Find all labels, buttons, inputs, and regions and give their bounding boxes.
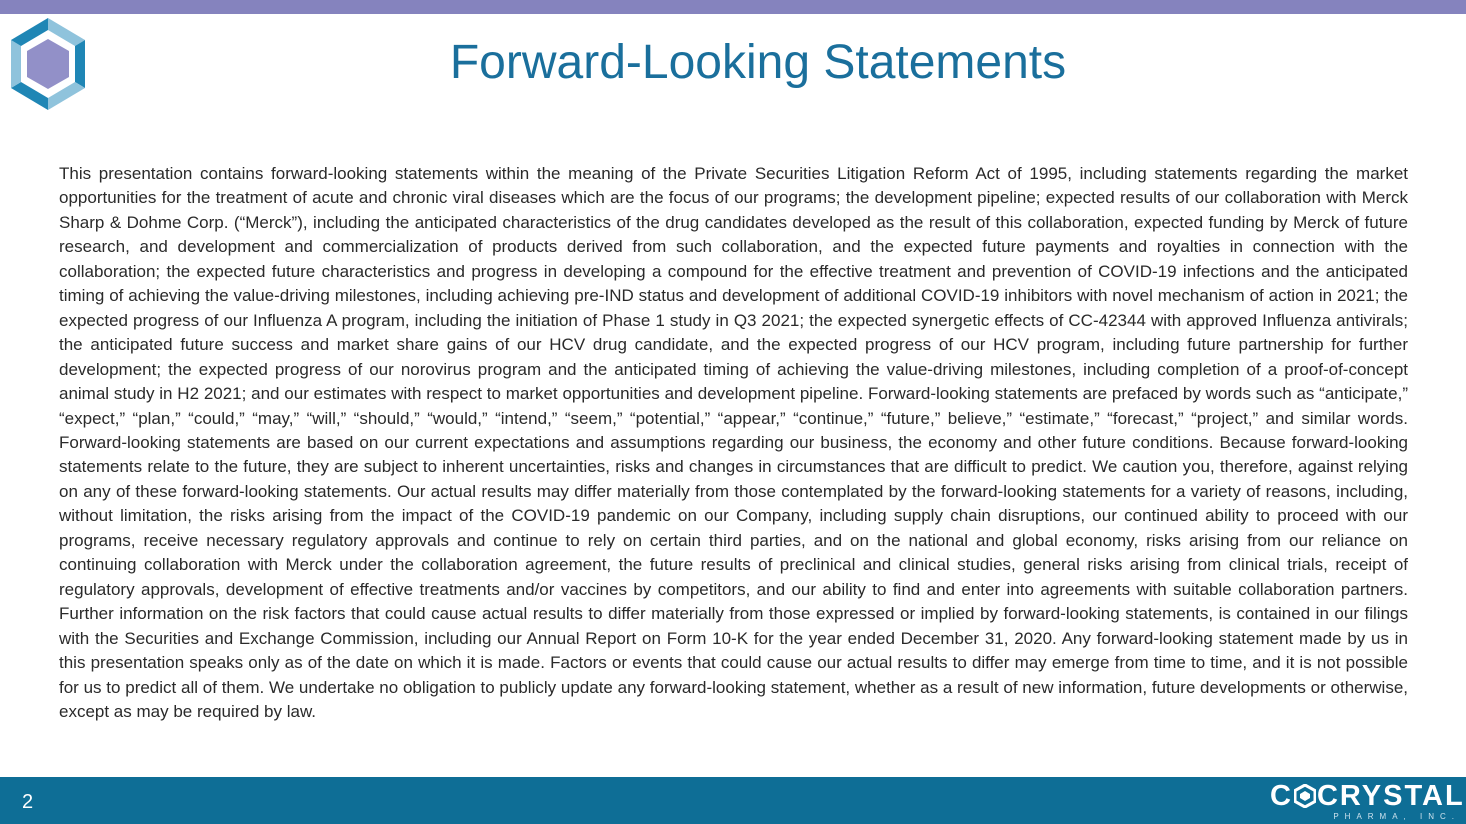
brand-hexagon-icon [1294, 784, 1316, 808]
brand-name-suffix: CRYSTAL [1316, 780, 1465, 812]
brand-name [1270, 780, 1465, 812]
footer-bar [0, 777, 1466, 824]
cocrystal-wordmark [1270, 780, 1465, 821]
slide-title: Forward-Looking Statements [449, 36, 1067, 89]
forward-looking-statement-text: This presentation contains forward-looking statements within the meaning of the Private Securities Litigation Reform Act of 1995, including statements regarding the market opportunities for the treatment of acute and chronic viral diseases which are the focus of our programs; the development pipeline; expected results of our collaboration with Merck Sharp & Dohme Corp. (“Merck”), including the anticipated characteristics of the drug candidates developed as the result of this collaboration, expected funding by Merck of future research, and development and commercialization of products derived from such collaboration, and the expected future payments and royalties in connection with the collaboration; the expected future characteristics and progress in developing a compound for the effective treatment and prevention of COVID-19 infections and the anticipated timing of achieving the value-driving milestones, including achieving pre-IND status and development of additional COVID-19 inhibitors with novel mechanism of action in 2021; the expected progress of our Influenza A program, including the initiation of Phase 1 study in Q3 2021; the expected synergetic effects of CC-42344 with approved Influenza antivirals; the anticipated future success and market share gains of our HCV drug candidate, and the expected progress of our HCV program, including future partnership for further development; the expected progress of our norovirus program and the anticipated timing of achieving the value-driving milestones, including completion of a proof-of-concept animal study in H2 2021; and our estimates with respect to market opportunities and development pipeline. Forward-looking statements are prefaced by words such as “anticipate,” “expect,” “plan,” “could,” “may,” “will,” “should,” “would,” “intend,” “seem,” “potential,” “appear,” “continue,” “future,” believe,” “estimate,” “forecast,” “project,” and similar words. Forward-looking statements are based on our current expectations and assumptions regarding our business, the economy and other future conditions. Because forward-looking statements relate to the future, they are subject to inherent uncertainties, risks and changes in circumstances that are difficult to predict. We caution you, therefore, against relying on any of these forward-looking statements. Our actual results may differ materially from those contemplated by the forward-looking statements for a variety of reasons, including, without limitation, the risks arising from the impact of the COVID-19 pandemic on our Company, including supply chain disruptions, our continued ability to proceed with our programs, receive necessary regulatory approvals and continue to rely on certain third parties, and on the national and global economy, risks arising from our reliance on continuing collaboration with Merck under the collaboration agreement, the future results of preclinical and clinical studies, general risks arising from clinical trials, receipt of regulatory approvals, development of effective treatments and/or vaccines by competitors, and our ability to find and enter into agreements with suitable collaboration partners. Further information on the risk factors that could cause actual results to differ materially from those expressed or implied by forward-looking statements, is contained in our filings with the Securities and Exchange Commission, including our Annual Report on Form 10-K for the year ended December 31, 2020. Any forward-looking statement made by us in this presentation speaks only as of the date on which it is made. Factors or events that could cause our actual results to differ may emerge from time to time, and it is not possible for us to predict all of them. We undertake no obligation to publicly update any forward-looking statement, whether as a result of new information, future developments or otherwise, except as may be required by law. [59, 164, 1408, 721]
title-area [0, 0, 1466, 120]
brand-name-prefix: C [1270, 780, 1293, 812]
page-number: 2 [22, 791, 34, 813]
brand-subtitle: PHARMA, INC. [1333, 812, 1460, 821]
